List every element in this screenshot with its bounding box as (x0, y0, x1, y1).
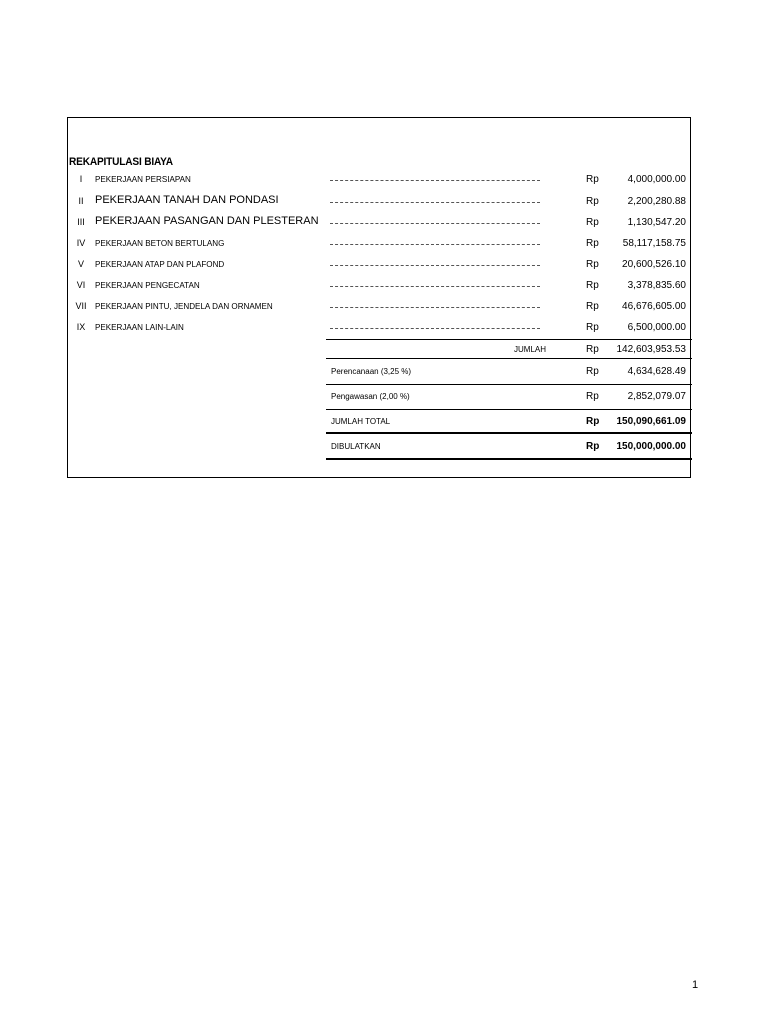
divider-line (326, 384, 692, 385)
total-amount: 150,090,661.09 (616, 416, 686, 427)
item-amount: 1,130,547.20 (627, 217, 686, 228)
item-amount: 46,676,605.00 (622, 301, 686, 312)
table-row (0, 235, 768, 253)
table-row (0, 277, 768, 295)
item-number: IX (76, 322, 86, 332)
item-amount: 3,378,835.60 (627, 280, 686, 291)
total-label: JUMLAH TOTAL (331, 417, 391, 426)
divider-line (326, 432, 692, 434)
dotted-leader (330, 328, 540, 329)
perencanaan-label: Perencanaan (3,25 %) (331, 367, 412, 376)
item-number: VI (76, 280, 86, 290)
item-amount: 58,117,158.75 (622, 238, 686, 249)
divider-line (326, 358, 692, 359)
table-row (0, 298, 768, 316)
item-amount: 6,500,000.00 (627, 322, 686, 333)
currency: Rp (586, 301, 599, 312)
item-label: PEKERJAAN PERSIAPAN (95, 174, 191, 184)
currency: Rp (586, 259, 599, 270)
dotted-leader (330, 286, 540, 287)
divider-line (326, 458, 692, 460)
item-label: PEKERJAAN LAIN-LAIN (95, 322, 184, 332)
currency: Rp (586, 280, 599, 291)
dotted-leader (330, 244, 540, 245)
perencanaan-amount: 4,634,628.49 (627, 366, 686, 377)
subtotal-row (0, 341, 768, 359)
table-row (0, 214, 768, 232)
currency: Rp (586, 416, 600, 427)
dotted-leader (330, 265, 540, 266)
currency: Rp (586, 366, 599, 377)
currency: Rp (586, 174, 599, 185)
currency: Rp (586, 196, 599, 207)
item-amount: 4,000,000.00 (627, 174, 686, 185)
table-row (0, 171, 768, 189)
page-number: 1 (692, 979, 699, 991)
item-number: III (77, 217, 85, 227)
item-number: VII (75, 301, 87, 311)
perencanaan-row (0, 363, 768, 381)
currency: Rp (586, 391, 599, 402)
item-label: PEKERJAAN PINTU, JENDELA DAN ORNAMEN (95, 301, 273, 311)
dotted-leader (330, 307, 540, 308)
item-number: I (79, 174, 83, 184)
table-row (0, 193, 768, 211)
rounded-amount: 150,000,000.00 (616, 441, 686, 452)
item-label: PEKERJAAN PENGECATAN (95, 280, 200, 290)
item-number: II (78, 196, 84, 206)
item-amount: 2,200,280.88 (627, 196, 686, 207)
currency: Rp (586, 217, 599, 228)
document-title: REKAPITULASI BIAYA (69, 156, 173, 168)
table-row (0, 256, 768, 274)
item-amount: 20,600,526.10 (622, 259, 686, 270)
table-row (0, 319, 768, 337)
pengawasan-row (0, 388, 768, 406)
divider-line (326, 409, 692, 410)
pengawasan-amount: 2,852,079.07 (627, 391, 686, 402)
dotted-leader (330, 202, 540, 203)
divider-line (326, 339, 692, 340)
subtotal-amount: 142,603,953.53 (616, 344, 686, 355)
dotted-leader (330, 223, 540, 224)
item-label: PEKERJAAN PASANGAN DAN PLESTERAN (95, 215, 319, 227)
pengawasan-label: Pengawasan (2,00 %) (331, 392, 410, 401)
currency: Rp (586, 322, 599, 333)
currency: Rp (586, 238, 599, 249)
item-label: PEKERJAAN TANAH DAN PONDASI (95, 194, 279, 206)
item-number: V (77, 259, 84, 269)
rounded-label: DIBULATKAN (331, 442, 381, 451)
item-label: PEKERJAAN ATAP DAN PLAFOND (95, 259, 225, 269)
dotted-leader (330, 180, 540, 181)
item-label: PEKERJAAN BETON BERTULANG (95, 238, 225, 248)
rounded-row (0, 438, 768, 456)
currency: Rp (586, 344, 599, 355)
item-number: IV (76, 238, 86, 248)
subtotal-label: JUMLAH (514, 345, 547, 354)
total-row (0, 413, 768, 431)
currency: Rp (586, 441, 600, 452)
